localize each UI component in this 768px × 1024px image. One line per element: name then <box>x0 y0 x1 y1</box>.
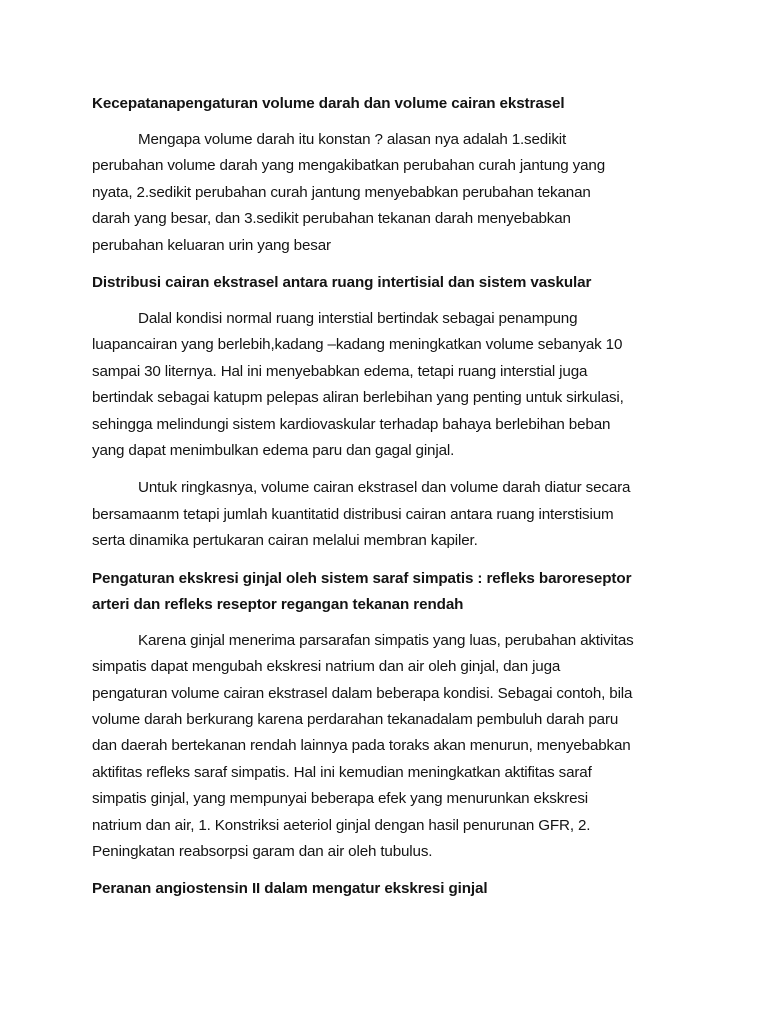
text-line: perubahan keluaran urin yang besar <box>92 236 331 254</box>
paragraph-interstitial-space <box>92 306 684 464</box>
text-line: yang dapat menimbulkan edema paru dan gagal ginjal. <box>92 442 455 460</box>
text-line: nyata, 2.sedikit perubahan curah jantung menyebabkan perubahan tekanan <box>92 183 591 201</box>
text-line: natrium dan air, 1. Konstriksi aeteriol ginjal dengan hasil penurunan GFR, 2. <box>92 816 591 834</box>
text-line: bersamaanm tetapi jumlah kuantitatid distribusi cairan antara ruang interstisium <box>92 505 614 523</box>
paragraph-summary <box>92 475 684 554</box>
document-body <box>92 91 684 912</box>
section-heading-volume-regulation: Kecepatanapengaturan volume darah dan volume cairan ekstrasel <box>92 95 565 112</box>
text-line: bertindak sebagai katupm pelepas aliran berlebihan yang penting untuk sirkulasi, <box>92 389 624 407</box>
text-line: volume darah berkurang karena perdarahan tekanadalam pembuluh darah paru <box>92 710 619 728</box>
text-line: Mengapa volume darah itu konstan ? alasan nya adalah 1.sedikit <box>138 131 567 148</box>
text-line: aktifitas refleks saraf simpatis. Hal ini kemudian meningkatkan aktifitas saraf <box>92 763 592 781</box>
paragraph-sympathetic-innervation <box>92 628 684 866</box>
text-line: pengaturan volume cairan ekstrasel dalam beberapa kondisi. Sebagai contoh, bila <box>92 684 633 702</box>
text-line: serta dinamika pertukaran cairan melalui membran kapiler. <box>92 532 478 550</box>
section-heading-angiotensin: Peranan angiostensin II dalam mengatur ekskresi ginjal <box>92 880 488 898</box>
text-line: luapancairan yang berlebih,kadang –kadang meningkatkan volume sebanyak 10 <box>92 336 623 354</box>
text-line: Dalal kondisi normal ruang interstial bertindak sebagai penampung <box>138 310 578 328</box>
text-line: sampai 30 liternya. Hal ini menyebabkan edema, tetapi ruang interstial juga <box>92 362 588 380</box>
text-line: Karena ginjal menerima parsarafan simpatis yang luas, perubahan aktivitas <box>138 631 634 649</box>
section-heading-fluid-distribution: Distribusi cairan ekstrasel antara ruang intertisial dan sistem vaskular <box>92 274 592 292</box>
text-line: darah yang besar, dan 3.sedikit perubahan tekanan darah menyebabkan <box>92 210 571 228</box>
text-line: simpatis dapat mengubah ekskresi natrium dan air oleh ginjal, dan juga <box>92 658 561 676</box>
text-line: perubahan volume darah yang mengakibatkan perubahan curah jantung yang <box>92 157 606 175</box>
heading-line: Pengaturan ekskresi ginjal oleh sistem saraf simpatis : refleks baroreseptor <box>92 569 632 587</box>
text-line: simpatis ginjal, yang mempunyai beberapa efek yang menurunkan ekskresi <box>92 790 589 808</box>
heading-line: arteri dan refleks reseptor regangan tekanan rendah <box>92 595 464 613</box>
text-line: dan daerah bertekanan rendah lainnya pada toraks akan menurun, menyebabkan <box>92 737 631 755</box>
text-line: Untuk ringkasnya, volume cairan ekstrasel dan volume darah diatur secara <box>138 479 631 497</box>
paragraph-volume-constant <box>92 127 684 259</box>
text-line: sehingga melindungi sistem kardiovaskular terhadap bahaya berlebihan beban <box>92 415 611 433</box>
section-heading-sympathetic-regulation <box>92 566 684 618</box>
text-line: Peningkatan reabsorpsi garam dan air oleh tubulus. <box>92 842 433 860</box>
